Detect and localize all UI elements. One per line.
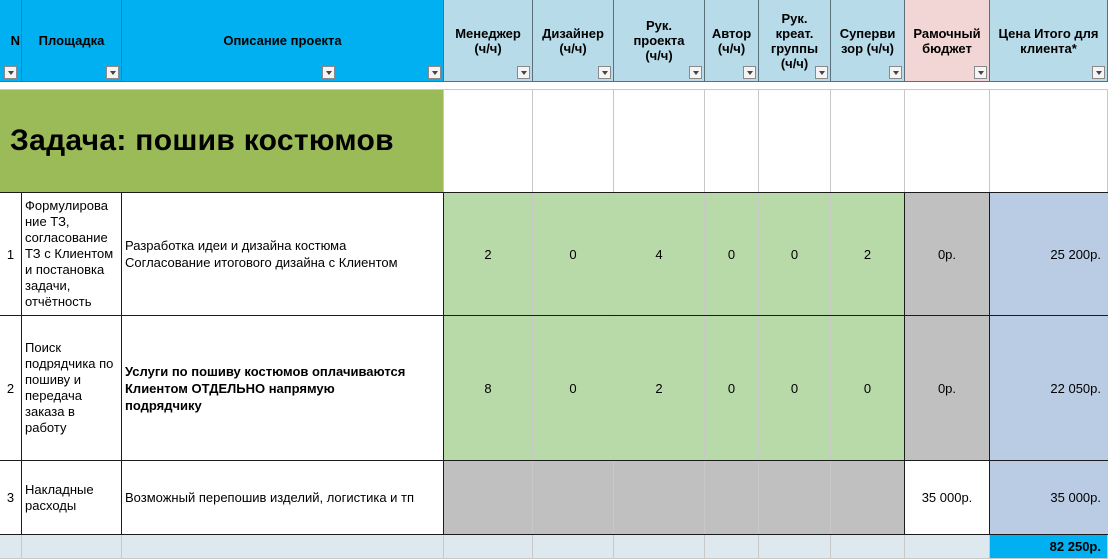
row-3-supervisor[interactable] bbox=[831, 461, 905, 535]
row-2-platform[interactable] bbox=[22, 316, 122, 461]
header-author[interactable] bbox=[705, 0, 759, 82]
row-1-designer[interactable] bbox=[533, 193, 614, 316]
author-hours: 0 bbox=[727, 380, 736, 396]
manager-hours: 2 bbox=[484, 246, 492, 262]
filter-dropdown-icon[interactable] bbox=[322, 66, 335, 79]
row-3-creative-lead[interactable] bbox=[759, 461, 831, 535]
table-border bbox=[443, 192, 444, 535]
filter-dropdown-icon[interactable] bbox=[517, 66, 530, 79]
platform-text: Накладные расходы bbox=[25, 481, 94, 513]
platform-text: Поиск подрядчика по пошиву и передача заказа в работу bbox=[25, 340, 114, 435]
row-1-platform[interactable] bbox=[22, 193, 122, 316]
row-1-supervisor[interactable] bbox=[831, 193, 905, 316]
row-1-manager[interactable] bbox=[444, 193, 533, 316]
header-designer-label: Дизайнер (ч/ч) bbox=[542, 25, 604, 56]
filter-dropdown-icon[interactable] bbox=[598, 66, 611, 79]
platform-text: Формулирова ние ТЗ, согласование ТЗ с Клиентом и постановка задачи, отчётность bbox=[25, 198, 114, 309]
description-text: Разработка идеи и дизайна костюма Согласование итогового дизайна с Клиентом bbox=[125, 238, 398, 270]
designer-hours: 0 bbox=[569, 246, 577, 262]
supervisor-hours: 0 bbox=[863, 380, 872, 396]
row-3-n[interactable] bbox=[0, 461, 22, 535]
row-number: 2 bbox=[6, 380, 15, 396]
filter-dropdown-icon[interactable] bbox=[4, 66, 17, 79]
header-platform[interactable] bbox=[22, 0, 122, 82]
row-1-description[interactable] bbox=[122, 193, 444, 316]
table-border bbox=[0, 534, 1108, 535]
header-frame-budget-label: Рамочный бюджет bbox=[913, 25, 981, 56]
empty-cell[interactable] bbox=[831, 535, 905, 559]
frame-budget-value: 0р. bbox=[937, 380, 957, 396]
empty-cell[interactable] bbox=[122, 535, 444, 559]
empty-cell[interactable] bbox=[759, 535, 831, 559]
author-hours: 0 bbox=[727, 246, 736, 262]
description-text: Услуги по пошиву костюмов оплачиваются Клиентом ОТДЕЛЬНО напрямую подрядчику bbox=[125, 363, 406, 413]
filter-dropdown-icon[interactable] bbox=[106, 66, 119, 79]
project-lead-hours: 4 bbox=[655, 246, 663, 262]
header-frame-budget[interactable] bbox=[905, 0, 990, 82]
task-title: Задача: пошив костюмов bbox=[10, 124, 394, 157]
table-border bbox=[0, 192, 1108, 193]
row-3-total-price[interactable] bbox=[990, 461, 1108, 535]
empty-cell[interactable] bbox=[705, 535, 759, 559]
row-2-manager[interactable] bbox=[444, 316, 533, 461]
row-number: 3 bbox=[6, 490, 15, 505]
total-price-value: 22 050р. bbox=[1050, 380, 1101, 396]
empty-cell[interactable] bbox=[0, 535, 22, 559]
row-3-platform[interactable] bbox=[22, 461, 122, 535]
header-total-price[interactable] bbox=[990, 0, 1108, 82]
row-2-n[interactable] bbox=[0, 316, 22, 461]
frame-budget-value: 35 000р. bbox=[921, 490, 973, 505]
row-1-frame-budget[interactable] bbox=[905, 193, 990, 316]
header-supervisor[interactable] bbox=[831, 0, 905, 82]
empty-cell[interactable] bbox=[444, 90, 533, 193]
header-project-lead[interactable] bbox=[614, 0, 705, 82]
filter-dropdown-icon[interactable] bbox=[974, 66, 987, 79]
table-border bbox=[0, 315, 1108, 316]
row-2-creative-lead[interactable] bbox=[759, 316, 831, 461]
frame-budget-border bbox=[904, 192, 905, 535]
grand-total-cell[interactable] bbox=[990, 535, 1108, 559]
row-2-designer[interactable] bbox=[533, 316, 614, 461]
creative-lead-hours: 0 bbox=[790, 246, 799, 262]
header-n[interactable] bbox=[0, 0, 22, 82]
row-2-description[interactable] bbox=[122, 316, 444, 461]
header-supervisor-label: Суперви зор (ч/ч) bbox=[839, 25, 896, 56]
frame-budget-border bbox=[989, 192, 990, 535]
total-price-value: 35 000р. bbox=[1050, 490, 1101, 505]
grand-total-value: 82 250р. bbox=[1049, 539, 1101, 554]
filter-dropdown-icon[interactable] bbox=[743, 66, 756, 79]
row-1-project-lead[interactable] bbox=[614, 193, 705, 316]
header-n-label: N bbox=[10, 33, 20, 48]
header-description[interactable] bbox=[122, 0, 444, 82]
table-border bbox=[0, 460, 1108, 461]
task-title-cell[interactable] bbox=[0, 90, 444, 193]
header-creative-lead[interactable] bbox=[759, 0, 831, 82]
project-lead-hours: 2 bbox=[655, 380, 663, 396]
row-number: 1 bbox=[6, 246, 15, 262]
empty-cell[interactable] bbox=[905, 90, 990, 193]
designer-hours: 0 bbox=[569, 380, 577, 396]
header-author-label: Автор (ч/ч) bbox=[711, 25, 752, 56]
filter-dropdown-icon[interactable] bbox=[1092, 66, 1105, 79]
table-border bbox=[121, 192, 122, 535]
row-2-author[interactable] bbox=[705, 316, 759, 461]
empty-cell[interactable] bbox=[990, 90, 1108, 193]
row-1-author[interactable] bbox=[705, 193, 759, 316]
row-3-author[interactable] bbox=[705, 461, 759, 535]
empty-cell[interactable] bbox=[759, 90, 831, 193]
row-3-project-lead[interactable] bbox=[614, 461, 705, 535]
creative-lead-hours: 0 bbox=[790, 380, 799, 396]
header-description-label: Описание проекта bbox=[223, 33, 342, 48]
header-total-price-label: Цена Итого для клиента* bbox=[998, 25, 1099, 56]
filter-dropdown-icon[interactable] bbox=[815, 66, 828, 79]
row-2-project-lead[interactable] bbox=[614, 316, 705, 461]
header-manager-label: Менеджер (ч/ч) bbox=[455, 25, 521, 56]
filter-dropdown-icon[interactable] bbox=[689, 66, 702, 79]
row-3-designer[interactable] bbox=[533, 461, 614, 535]
empty-cell[interactable] bbox=[905, 535, 990, 559]
empty-cell[interactable] bbox=[533, 90, 614, 193]
filter-dropdown-icon[interactable] bbox=[889, 66, 902, 79]
row-2-total-price[interactable] bbox=[990, 316, 1108, 461]
empty-cell[interactable] bbox=[0, 82, 1108, 90]
header-designer[interactable] bbox=[533, 0, 614, 82]
header-creative-lead-label: Рук. креат. группы (ч/ч) bbox=[770, 10, 819, 71]
empty-cell[interactable] bbox=[614, 535, 705, 559]
empty-cell[interactable] bbox=[444, 535, 533, 559]
row-3-description[interactable] bbox=[122, 461, 444, 535]
row-3-frame-budget[interactable] bbox=[905, 461, 990, 535]
empty-cell[interactable] bbox=[533, 535, 614, 559]
row-1-n[interactable] bbox=[0, 193, 22, 316]
header-platform-label: Площадка bbox=[38, 33, 105, 48]
row-1-total-price[interactable] bbox=[990, 193, 1108, 316]
manager-hours: 8 bbox=[484, 380, 492, 396]
empty-cell[interactable] bbox=[22, 535, 122, 559]
filter-dropdown-icon[interactable] bbox=[428, 66, 441, 79]
total-price-value: 25 200р. bbox=[1050, 246, 1101, 262]
row-3-manager[interactable] bbox=[444, 461, 533, 535]
row-2-frame-budget[interactable] bbox=[905, 316, 990, 461]
row-2-supervisor[interactable] bbox=[831, 316, 905, 461]
header-manager[interactable] bbox=[444, 0, 533, 82]
header-project-lead-label: Рук. проекта (ч/ч) bbox=[633, 18, 685, 63]
empty-cell[interactable] bbox=[705, 90, 759, 193]
row-1-creative-lead[interactable] bbox=[759, 193, 831, 316]
empty-cell[interactable] bbox=[831, 90, 905, 193]
frame-budget-value: 0р. bbox=[937, 246, 957, 262]
description-text: Возможный перепошив изделий, логистика и тп bbox=[125, 490, 415, 505]
supervisor-hours: 2 bbox=[863, 246, 872, 262]
empty-cell[interactable] bbox=[614, 90, 705, 193]
